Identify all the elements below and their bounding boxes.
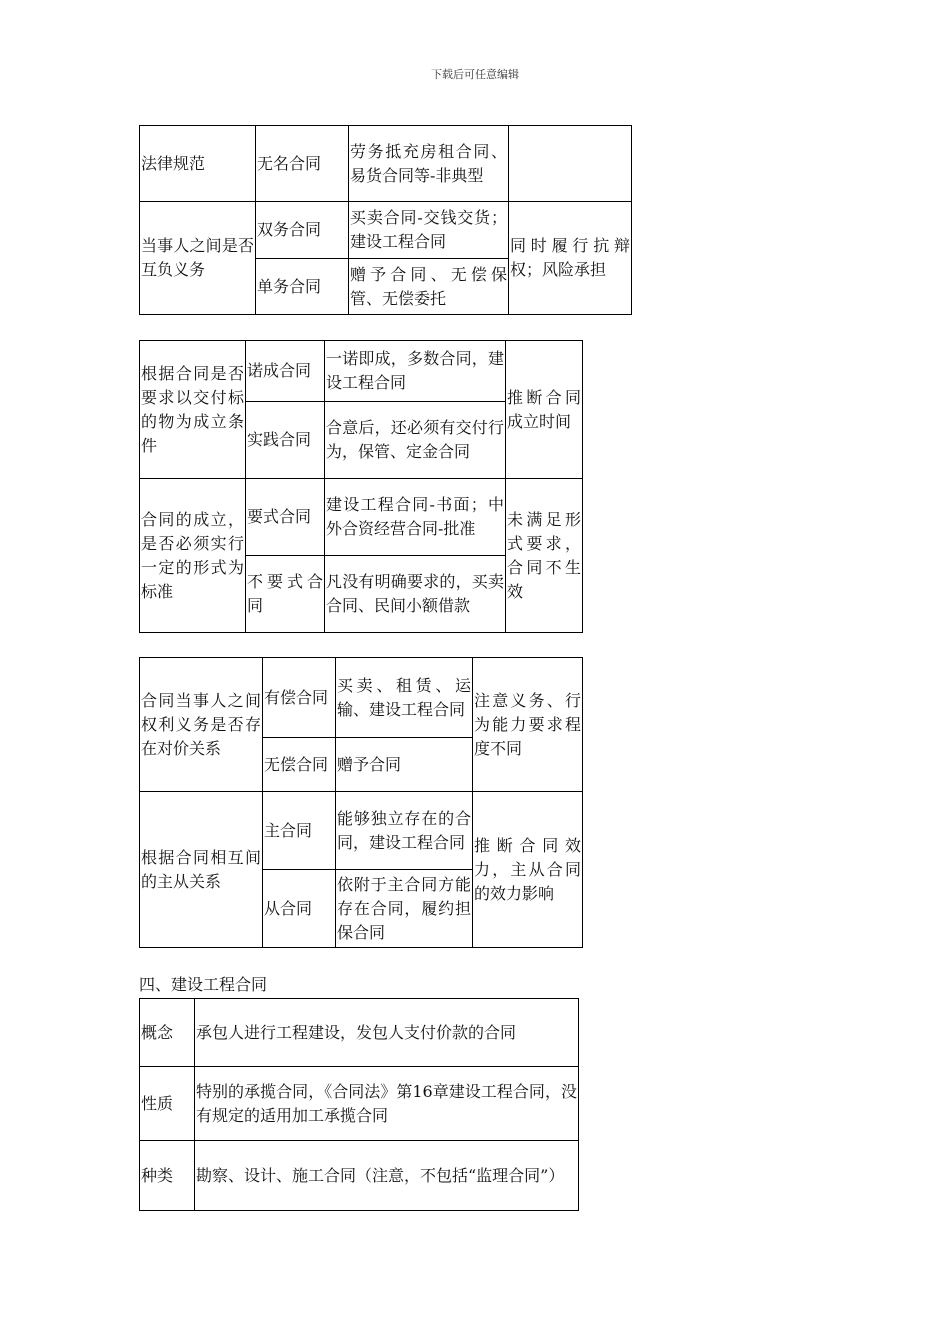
table-row	[140, 999, 579, 1067]
table-cell: 建设工程合同-书面；中外合资经营合同-批准	[325, 479, 506, 556]
table-cell: 有偿合同	[263, 658, 336, 738]
table-row	[140, 202, 632, 259]
table-cell: 诺成合同	[246, 341, 325, 402]
table-cell: 合同的成立，是否必须实行一定的形式为标准	[140, 479, 246, 633]
table-row	[140, 479, 583, 556]
table-row	[140, 658, 583, 738]
table-cell: 根据合同相互间的主从关系	[140, 792, 263, 948]
table-cell: 特别的承揽合同，《合同法》第16章建设工程合同，没有规定的适用加工承揽合同	[195, 1067, 579, 1141]
table-cell: 概念	[140, 999, 195, 1067]
table-cell	[509, 126, 632, 202]
construction-contract-table	[139, 998, 579, 1211]
table-cell: 双务合同	[256, 202, 349, 259]
table-cell: 种类	[140, 1141, 195, 1211]
header-note: 下载后可任意编辑	[431, 68, 519, 81]
table-cell: 未满足形式要求，合同不生效	[506, 479, 583, 633]
table-cell: 合意后，还必须有交付行为，保管、定金合同	[325, 402, 506, 479]
table-cell: 推断合同成立时间	[506, 341, 583, 479]
table-row	[140, 792, 583, 870]
table-cell: 性质	[140, 1067, 195, 1141]
table-cell: 注意义务、行为能力要求程度不同	[473, 658, 583, 792]
table-cell: 当事人之间是否互负义务	[140, 202, 256, 315]
contract-classification-table-1	[139, 125, 632, 315]
table-cell: 凡没有明确要求的，买卖合同、民间小额借款	[325, 556, 506, 633]
table-cell: 同时履行抗辩权；风险承担	[509, 202, 632, 315]
table-cell: 主合同	[263, 792, 336, 870]
table-cell: 一诺即成，多数合同，建设工程合同	[325, 341, 506, 402]
table-row	[140, 341, 583, 402]
table-row	[140, 126, 632, 202]
section-title: 四、建设工程合同	[139, 975, 268, 994]
table-cell: 勘察、设计、施工合同（注意，不包括“监理合同”）	[195, 1141, 579, 1211]
table-cell: 根据合同是否要求以交付标的物为成立条件	[140, 341, 246, 479]
table-cell: 无名合同	[256, 126, 349, 202]
table-cell: 实践合同	[246, 402, 325, 479]
table-cell: 依附于主合同方能存在合同，履约担保合同	[336, 870, 473, 948]
table-cell: 要式合同	[246, 479, 325, 556]
table-cell: 劳务抵充房租合同、易货合同等-非典型	[349, 126, 509, 202]
table-cell: 单务合同	[256, 259, 349, 315]
table-cell: 能够独立存在的合同，建设工程合同	[336, 792, 473, 870]
table-cell: 不要式合同	[246, 556, 325, 633]
table-cell: 推断合同效力，主从合同的效力影响	[473, 792, 583, 948]
table-cell: 从合同	[263, 870, 336, 948]
contract-classification-table-3	[139, 657, 583, 948]
table-cell: 赠予合同、无偿保管、无偿委托	[349, 259, 509, 315]
table-cell: 承包人进行工程建设，发包人支付价款的合同	[195, 999, 579, 1067]
table-cell: 买卖合同-交钱交货；建设工程合同	[349, 202, 509, 259]
table-cell: 无偿合同	[263, 738, 336, 792]
table-cell: 赠予合同	[336, 738, 473, 792]
contract-classification-table-2	[139, 340, 583, 633]
table-cell: 法律规范	[140, 126, 256, 202]
table-cell: 买卖、租赁、运输、建设工程合同	[336, 658, 473, 738]
table-cell: 合同当事人之间权利义务是否存在对价关系	[140, 658, 263, 792]
table-row	[140, 1141, 579, 1211]
table-row	[140, 1067, 579, 1141]
